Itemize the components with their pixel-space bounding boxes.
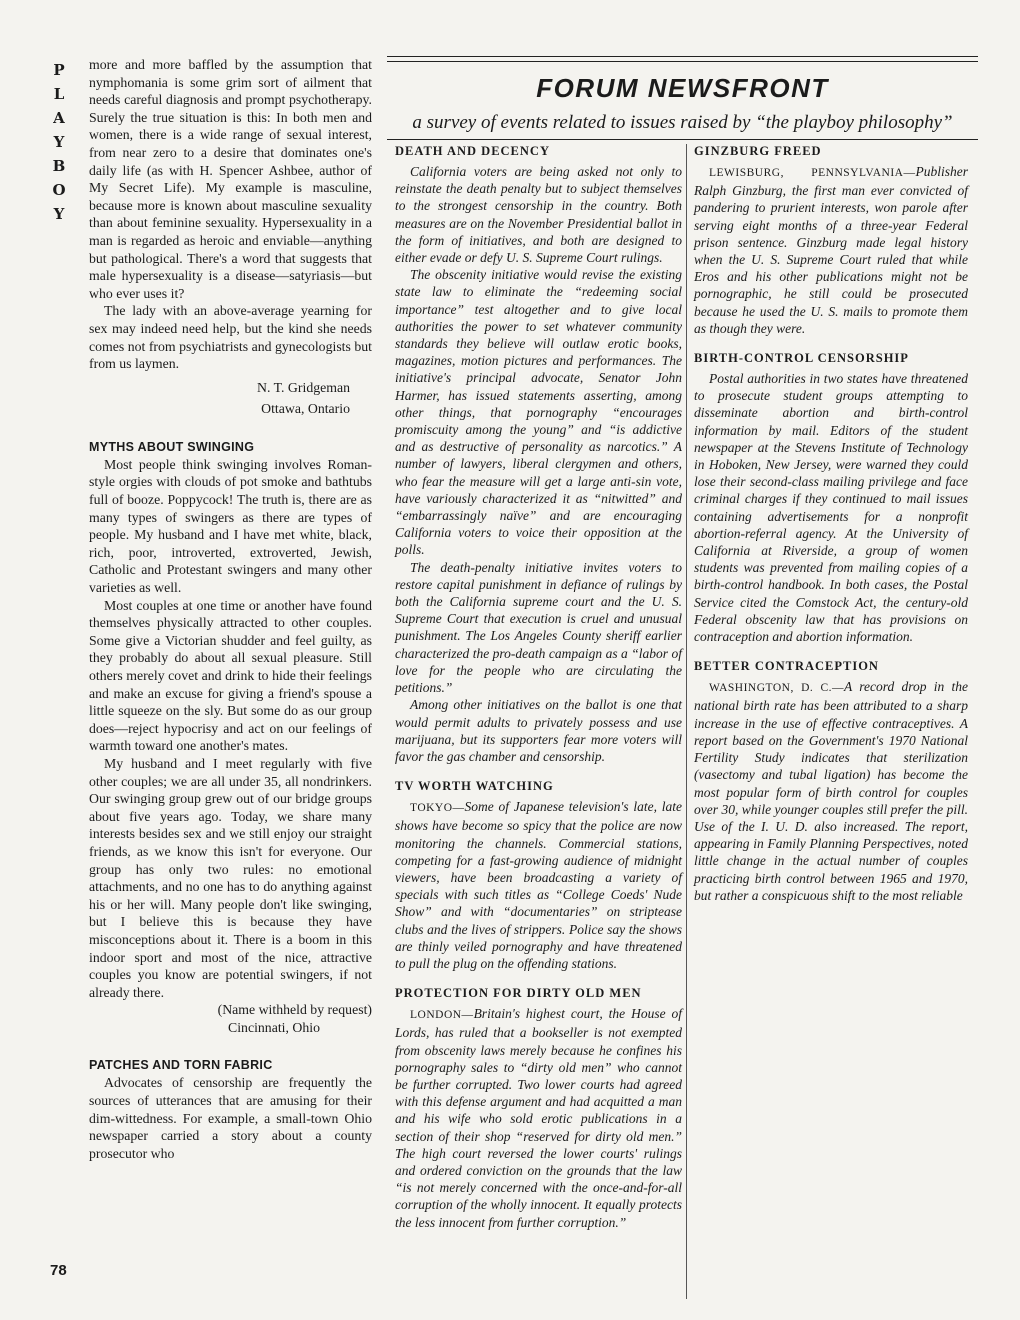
news-text: Some of Japanese television's late, late shows have become so spicy that the police are now monitoring the channels. Commercial stations, competing for a fast-growing audience of midnight viewers, have been broadcasting a variety of specials with such titles as “College Coeds' Nude Show” and with “documentaries” on striptease clubs and the lives of strippers. Police say the shows are thinly veiled pornography and have threatened to pull the plug on the offending stations. [395, 799, 682, 971]
letter-heading: PATCHES AND TORN FABRIC [89, 1058, 273, 1073]
letter-paragraph: more and more baffled by the assumption that nymphomania is some grim sort of ailment that needs careful diagnosis and prompt psychotherapy. Surely the true situation is this: In both men and women, there is a wide range of sexual interest, from near zero to a desire that dominates one's daily life (as with H. Spencer Ashbee, author of My Secret Life). My example is masculine, because more is known about masculine sexuality than about feminine sexuality. Hypersexuality in a man is regarded as heroic and enviable—anything but pathological. There's a word that suggests that male hypersexuality is a disease—satyriasis—but who ever uses it? [89, 57, 372, 301]
news-dateline: TOKYO— [410, 802, 465, 815]
sidebar-letter: B [52, 157, 66, 175]
news-heading: TV WORTH WATCHING [395, 779, 554, 794]
banner-rule [387, 61, 978, 62]
news-dateline: WASHINGTON, D. C.— [709, 682, 845, 695]
letter-signature-name: (Name withheld by request) [217, 1002, 372, 1018]
news-text: Publisher Ralph Ginzburg, the first man ever convicted of pandering to prurient interests, won parole after serving eight months of a three-year Federal prison sentence. Ginzburg made legal history when the U. S. Supreme Court ruled that while Eros and his other publications might not be pornographic, he still could be prosecuted because he used the U. S. mails to promote them as though they were. [694, 164, 968, 336]
forum-newsfront-banner [387, 56, 978, 140]
news-text: A record drop in the national birth rate has been attributed to a sharp increase in the use of effective contraceptives. A report based on the Government's 1970 National Fertility Study indicates that sterilization (vasectomy and tubal ligation) has become the most popular form of birth control for couples over 30, while younger couples still prefer the pill. Use of the I. U. D. also increased. The report, appearing in Family Planning Perspectives, noted little change in the actual number of couples practicing birth control between 1965 and 1970, but rather a conspicuous shift to the most reliable [694, 679, 968, 903]
news-heading: DEATH AND DECENCY [395, 144, 550, 158]
sidebar-letter: P [53, 61, 65, 79]
letter-heading: MYTHS ABOUT SWINGING [89, 439, 255, 454]
news-text: Britain's highest court, the House of Lords, has ruled that a bookseller is not exempted from obscenity laws merely because he confines his pornography sales to “dirty old men” who cannot be further corrupted. Two lower courts had agreed with this defense argument and had acquitted a man and his wife who sold erotic publications in a section of their shop “reserved for dirty old men.” The high court reversed the lower courts' rulings and ordered conviction on the grounds that the law “is not merely concerned with the once-and-for-all corruption of the wholly innocent. It equally protects the less innocent from further corruption.” [395, 1006, 682, 1230]
banner-subtitle: a survey of events related to issues raised by “the playboy philosophy” [412, 112, 953, 133]
sidebar-letter: Y [53, 133, 65, 151]
letters-column [89, 56, 372, 1162]
banner-title: FORUM NEWSFRONT [536, 73, 829, 103]
news-heading: PROTECTION FOR DIRTY OLD MEN [395, 986, 642, 1001]
news-dateline: LONDON— [410, 1009, 474, 1022]
letter-signature-place: Ottawa, Ontario [261, 401, 350, 417]
news-paragraph: The death-penalty initiative invites voters to restore capital punishment in defiance of rulings by both the California supreme court and the U. S. Supreme Court that execution is cruel and unusual punishment. The Los Angeles County sheriff earlier characterized the pro-death campaign as a “labor of love for the people who are circulating the petitions.” [395, 559, 682, 696]
news-paragraph [395, 798, 682, 972]
news-paragraph: California voters are being asked not only to reinstate the death penalty but to subject themselves to the strongest censorship in the country. Both measures are on the November Presidential ballot in the form of initiatives, and both are designed to either evade or defy U. S. Supreme Court rulings. [395, 164, 682, 266]
letter-signature-place: Cincinnati, Ohio [228, 1019, 320, 1035]
sidebar-letter: Y [53, 205, 65, 223]
news-paragraph: Postal authorities in two states have threatened to prosecute student groups attempting to disseminate abortion and birth-control information by mail. Editors of the student newspaper at the Stevens Institute of Technology in Hoboken, New Jersey, were warned they could lose their second-class mailing privilege and face criminal charges if they continued to mail issues containing advertisements for a nonprofit abortion-referral agency. At the University of California at Riverside, a group of women students was prevented from mailing copies of a birth-control handbook. In both cases, the Postal Service cited the Comstock Act, the century-old Federal obscenity law that has provisions on contraception and abortion information. [694, 371, 968, 645]
sidebar-letter: O [52, 181, 66, 199]
letter-signature-name: N. T. Gridgeman [257, 379, 350, 395]
sidebar-letter: L [53, 85, 65, 103]
page-number: 78 [50, 1262, 67, 1279]
letter-paragraph: Most people think swinging involves Roman-style orgies with clouds of pot smoke and bathtubs full of booze. Poppycock! The truth is, there are as many types of swingers as there are types of people. My husband and I have met white, black, rich, poor, introverted, extroverted, Jewish, Catholic and Protestant swingers and many other varieties as well. [89, 456, 372, 596]
news-heading: GINZBURG FREED [694, 144, 822, 158]
letter-paragraph: Most couples at one time or another have found themselves physically attracted to other couples. Some give a Victorian shudder and feel guilty, as they probably do about all sexual pleasure. Still others merely covet and drink to hide their feelings and make an excuse for giving a friend's spouse a little squeeze on the sly. But some do as our group does—reject hypocrisy and act on our feelings of warmth toward one another's mates. [89, 597, 372, 754]
news-paragraph: Among other initiatives on the ballot is one that would permit adults to privately possess and use marijuana, but its supporters fear more voters will favor the gas chamber and censorship. [395, 697, 682, 764]
letter-paragraph: My husband and I meet regularly with five other couples; we are all under 35, all nondrinkers. Our swinging group grew out of our bridge groups about five years ago. Today, we share many interests besides sex and we still enjoy our straight friends, as we know this isn't for everyone. Our group has only two rules: no emotional attachments, and no one has to do anything against his or her will. Many people don't like swinging, but I believe this is because they have misconceptions about it. There is a boom in this indoor sport and most of the nice, attractive couples you know are potential swingers, if not already there. [89, 755, 372, 1000]
letter-paragraph: The lady with an above-average yearning for sex may indeed need help, but the kind she needs comes not from psychiatrists and gynecologists but from us laymen. [89, 303, 372, 372]
news-paragraph [694, 163, 968, 337]
news-heading: BETTER CONTRACEPTION [694, 659, 879, 674]
letter-paragraph: Advocates of censorship are frequently the sources of utterances that are amusing for their dim-wittedness. For example, a small-town Ohio newspaper carried a story about a county prosecutor who [89, 1075, 372, 1161]
sidebar-letter: A [53, 109, 65, 127]
news-paragraph [395, 1005, 682, 1231]
news-column-middle [395, 144, 682, 1231]
news-column-right [694, 144, 968, 904]
column-divider [686, 144, 687, 1299]
news-paragraph [694, 678, 968, 904]
news-heading: BIRTH-CONTROL CENSORSHIP [694, 351, 909, 366]
news-paragraph: The obscenity initiative would revise the existing state law to eliminate the “redeeming social importance” test altogether and to give local authorities the power to set whatever community standards they believe will outlaw erotic books, magazines, motion pictures and performances. The initiative's principal advocate, Senator John Harmer, has issued statements asserting, among other things, that pornography “encourages promiscuity among the young” and “is addictive and as destructive of personality as narcotics.” A number of lawyers, liberal clergymen and others, who fear the measure will get a large anti-sin vote, have variously characterized it as “nitwitted” and “embarrassingly naïve” and are encouraging California voters to voice their opposition at the polls. [395, 267, 682, 558]
news-dateline: LEWISBURG, PENNSYLVANIA— [709, 167, 916, 179]
magazine-name-vertical [50, 58, 68, 226]
